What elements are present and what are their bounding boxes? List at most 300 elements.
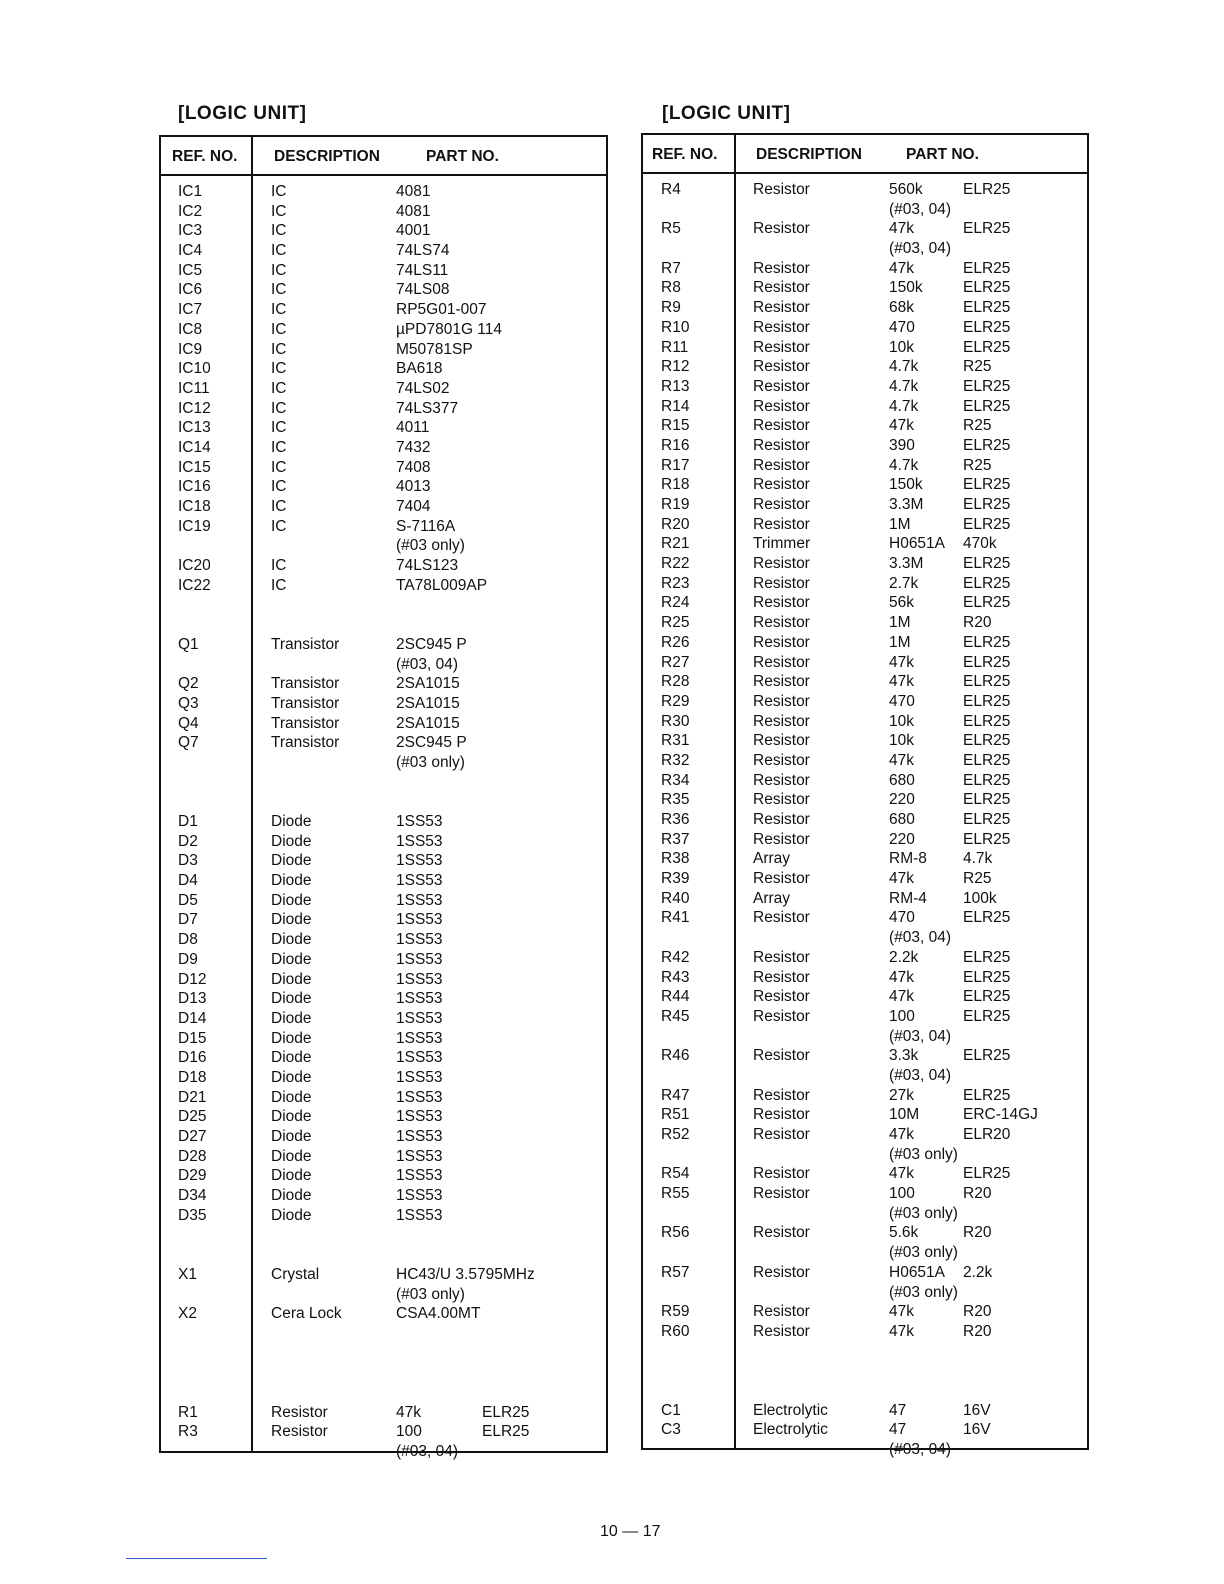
- description-cell: Resistor: [753, 653, 810, 671]
- ref-no-header: REF. NO.: [172, 148, 238, 165]
- part-value-cell: 680: [889, 771, 915, 789]
- part-value-cell: 1SS53: [396, 852, 443, 870]
- description-cell: Crystal: [271, 1265, 320, 1283]
- ref-no-cell: IC8: [178, 320, 203, 338]
- ref-no-cell: IC20: [178, 557, 211, 575]
- table-row: [643, 830, 1087, 850]
- description-cell: Resistor: [753, 692, 810, 710]
- description-cell: Diode: [271, 950, 312, 968]
- table-row: [161, 1304, 606, 1324]
- part-value-cell: 1SS53: [396, 950, 443, 968]
- ref-no-cell: R5: [661, 220, 681, 238]
- table-row: [643, 633, 1087, 653]
- table-row: [161, 1147, 606, 1167]
- table-row: [643, 377, 1087, 397]
- part-value-cell: 47k: [889, 1322, 914, 1340]
- part-value-cell: (#03, 04): [889, 200, 952, 218]
- ref-no-cell: D16: [178, 1049, 207, 1067]
- part-value-cell: (#03 only): [889, 1204, 958, 1222]
- part-value-cell: 1SS53: [396, 990, 443, 1008]
- table-row: [643, 1440, 1087, 1460]
- description-cell: Resistor: [753, 1263, 810, 1281]
- table-row: [643, 849, 1087, 869]
- part-value-cell: 1SS53: [396, 1088, 443, 1106]
- ref-no-cell: C3: [661, 1421, 681, 1439]
- ref-no-cell: D18: [178, 1068, 207, 1086]
- table-row: [643, 810, 1087, 830]
- part-value-cell: CSA4.00MT: [396, 1305, 481, 1323]
- description-cell: Resistor: [753, 1224, 810, 1242]
- part-value-cell: RM-4: [889, 889, 927, 907]
- table-row: [643, 593, 1087, 613]
- part-code-cell: ELR25: [963, 1086, 1011, 1104]
- part-code-cell: ELR25: [963, 555, 1011, 573]
- part-code-cell: ELR25: [963, 968, 1011, 986]
- ref-no-cell: IC14: [178, 438, 211, 456]
- part-value-cell: 4013: [396, 478, 431, 496]
- description-cell: IC: [271, 557, 287, 575]
- description-cell: Resistor: [753, 830, 810, 848]
- description-cell: Resistor: [753, 515, 810, 533]
- table-row: [161, 615, 606, 635]
- ref-no-cell: R26: [661, 633, 690, 651]
- part-code-cell: ELR25: [963, 830, 1011, 848]
- ref-no-cell: IC13: [178, 419, 211, 437]
- table-row: [161, 1442, 606, 1462]
- part-value-cell: 100: [889, 1007, 915, 1025]
- description-cell: Diode: [271, 990, 312, 1008]
- table-row: [643, 889, 1087, 909]
- description-cell: Cera Lock: [271, 1305, 342, 1323]
- ref-no-cell: D25: [178, 1108, 207, 1126]
- part-value-cell: (#03, 04): [396, 655, 459, 673]
- table-row: [643, 278, 1087, 298]
- ref-no-cell: R55: [661, 1185, 690, 1203]
- part-value-cell: S-7116A: [396, 517, 456, 535]
- ref-no-cell: D3: [178, 852, 198, 870]
- description-cell: Resistor: [753, 397, 810, 415]
- table-row: [643, 298, 1087, 318]
- ref-no-cell: R21: [661, 535, 690, 553]
- ref-no-cell: Q7: [178, 734, 199, 752]
- ref-no-cell: R52: [661, 1126, 690, 1143]
- part-code-cell: ELR25: [963, 1165, 1011, 1183]
- part-value-cell: 1SS53: [396, 1068, 443, 1086]
- right-section-title: [LOGIC UNIT]: [662, 103, 791, 124]
- table-row: [161, 655, 606, 675]
- description-cell: Resistor: [753, 436, 810, 454]
- table-row: [643, 436, 1087, 456]
- part-value-cell: RM-8: [889, 850, 927, 868]
- part-value-cell: 47k: [889, 988, 914, 1006]
- table-row: [161, 576, 606, 596]
- part-value-cell: 1SS53: [396, 1128, 443, 1145]
- description-cell: Diode: [271, 1009, 312, 1027]
- ref-no-cell: IC18: [178, 498, 211, 515]
- part-code-cell: R25: [963, 417, 992, 435]
- ref-no-cell: R1: [178, 1403, 198, 1421]
- part-code-cell: ELR25: [963, 397, 1011, 415]
- table-row: [161, 182, 606, 202]
- table-row: [161, 635, 606, 655]
- part-value-cell: 220: [889, 830, 915, 848]
- part-value-cell: 560k: [889, 181, 923, 198]
- part-code-cell: ELR25: [963, 732, 1011, 750]
- part-value-cell: 2.2k: [889, 948, 919, 966]
- table-row: [643, 495, 1087, 515]
- description-cell: Resistor: [753, 988, 810, 1006]
- part-value-cell: µPD7801G 114: [396, 320, 503, 338]
- table-row: [643, 534, 1087, 554]
- part-value-cell: (#03, 04): [396, 1443, 459, 1460]
- part-code-cell: ELR25: [482, 1403, 530, 1421]
- description-cell: Transistor: [271, 635, 340, 653]
- right-parts-table: [641, 133, 1089, 1458]
- part-value-cell: 2SA1015: [396, 675, 460, 693]
- ref-no-cell: R42: [661, 948, 690, 966]
- table-row: [643, 397, 1087, 417]
- part-value-cell: 47k: [889, 870, 914, 888]
- part-value-cell: 1SS53: [396, 813, 443, 830]
- part-value-cell: 1SS53: [396, 911, 443, 929]
- description-cell: Diode: [271, 1049, 312, 1067]
- part-value-cell: 47k: [889, 259, 914, 277]
- description-cell: IC: [271, 242, 287, 260]
- description-cell: Diode: [271, 1206, 312, 1224]
- description-cell: Diode: [271, 931, 312, 949]
- description-header: DESCRIPTION: [274, 148, 380, 165]
- ref-no-cell: R32: [661, 751, 690, 769]
- ref-no-cell: D15: [178, 1029, 207, 1047]
- part-value-cell: 1SS53: [396, 1108, 443, 1126]
- part-code-cell: ELR25: [963, 771, 1011, 789]
- ref-no-cell: R37: [661, 830, 690, 848]
- part-value-cell: TA78L009AP: [396, 576, 488, 594]
- table-row: [161, 1186, 606, 1206]
- part-code-cell: 16V: [963, 1421, 991, 1439]
- part-value-cell: 4081: [396, 183, 431, 200]
- description-cell: Resistor: [753, 594, 810, 612]
- table-row: [161, 910, 606, 930]
- part-code-cell: R25: [963, 870, 992, 888]
- table-row: [161, 832, 606, 852]
- description-cell: Resistor: [753, 299, 810, 317]
- table-row: [643, 554, 1087, 574]
- part-value-cell: HC43/U 3.5795MHz: [396, 1265, 535, 1283]
- table-row: [161, 340, 606, 360]
- part-code-cell: ELR25: [963, 259, 1011, 277]
- part-code-cell: ELR25: [963, 181, 1011, 198]
- table-row: [161, 1383, 606, 1403]
- table-row: [161, 812, 606, 832]
- ref-no-cell: D28: [178, 1147, 207, 1165]
- part-code-cell: ELR25: [963, 811, 1011, 828]
- table-row: [161, 1166, 606, 1186]
- ref-no-cell: R25: [661, 614, 690, 632]
- part-value-cell: 470: [889, 909, 915, 927]
- description-cell: IC: [271, 576, 287, 594]
- table-row: [643, 712, 1087, 732]
- table-row: [161, 359, 606, 379]
- description-cell: Resistor: [753, 968, 810, 986]
- part-value-cell: BA618: [396, 360, 443, 378]
- part-value-cell: 27k: [889, 1086, 914, 1104]
- part-value-cell: 5.6k: [889, 1224, 919, 1242]
- part-value-cell: 4.7k: [889, 358, 919, 376]
- part-code-cell: ELR25: [963, 220, 1011, 238]
- part-code-cell: ELR25: [963, 318, 1011, 336]
- right-table-rows: [643, 180, 1087, 1460]
- table-row: [161, 1403, 606, 1423]
- ref-no-cell: D29: [178, 1167, 207, 1185]
- table-row: [161, 1422, 606, 1442]
- part-value-cell: H0651A: [889, 1263, 946, 1281]
- part-value-cell: 470: [889, 318, 915, 336]
- table-row: [643, 751, 1087, 771]
- table-row: [643, 869, 1087, 889]
- ref-no-cell: R54: [661, 1165, 690, 1183]
- ref-no-cell: D21: [178, 1088, 207, 1106]
- table-row: [643, 1361, 1087, 1381]
- ref-no-cell: R10: [661, 318, 690, 336]
- table-row: [161, 792, 606, 812]
- ref-no-cell: D5: [178, 891, 198, 909]
- part-no-header: PART NO.: [906, 146, 979, 163]
- part-code-cell: ELR25: [963, 791, 1011, 809]
- table-row: [161, 1068, 606, 1088]
- part-value-cell: 47k: [889, 968, 914, 986]
- table-row: [161, 241, 606, 261]
- part-value-cell: 2.7k: [889, 574, 919, 592]
- part-value-cell: 390: [889, 436, 915, 454]
- description-cell: Resistor: [753, 456, 810, 474]
- part-code-cell: R20: [963, 614, 992, 632]
- description-cell: Diode: [271, 1128, 312, 1145]
- table-row: [161, 694, 606, 714]
- table-row: [161, 477, 606, 497]
- description-cell: Electrolytic: [753, 1421, 828, 1439]
- table-row: [161, 1225, 606, 1245]
- description-cell: IC: [271, 379, 287, 397]
- ref-no-cell: R7: [661, 259, 681, 277]
- part-code-cell: 470k: [963, 535, 997, 553]
- description-cell: Diode: [271, 1187, 312, 1205]
- part-code-cell: ERC-14GJ: [963, 1106, 1038, 1124]
- description-cell: Resistor: [753, 1126, 810, 1143]
- description-cell: Resistor: [271, 1403, 328, 1421]
- ref-no-cell: R3: [178, 1423, 198, 1441]
- table-row: [643, 1263, 1087, 1283]
- table-row: [643, 653, 1087, 673]
- table-row: [643, 416, 1087, 436]
- part-code-cell: ELR25: [963, 712, 1011, 730]
- part-value-cell: 2SA1015: [396, 694, 460, 712]
- table-row: [161, 497, 606, 517]
- part-value-cell: 3.3k: [889, 1047, 919, 1065]
- ref-no-cell: IC19: [178, 517, 211, 535]
- part-code-cell: ELR25: [963, 515, 1011, 533]
- ref-no-cell: D27: [178, 1128, 207, 1145]
- table-row: [643, 1027, 1087, 1047]
- ref-no-cell: R13: [661, 377, 690, 395]
- table-row: [161, 595, 606, 615]
- part-value-cell: (#03 only): [396, 753, 465, 771]
- part-code-cell: R20: [963, 1185, 992, 1203]
- table-row: [161, 674, 606, 694]
- part-value-cell: (#03 only): [889, 1283, 958, 1301]
- part-code-cell: 2.2k: [963, 1263, 993, 1281]
- ref-no-cell: IC1: [178, 183, 203, 200]
- ref-no-cell: IC3: [178, 222, 203, 240]
- description-cell: Resistor: [753, 476, 810, 494]
- description-cell: IC: [271, 301, 287, 319]
- table-row: [643, 771, 1087, 791]
- ref-no-cell: R60: [661, 1322, 690, 1340]
- description-cell: Resistor: [753, 673, 810, 691]
- part-code-cell: ELR25: [963, 692, 1011, 710]
- part-value-cell: 74LS08: [396, 281, 450, 299]
- table-row: [643, 731, 1087, 751]
- part-value-cell: (#03, 04): [889, 1027, 952, 1045]
- ref-no-cell: C1: [661, 1401, 681, 1419]
- description-cell: IC: [271, 222, 287, 240]
- ref-no-cell: R44: [661, 988, 690, 1006]
- table-row: [643, 200, 1087, 220]
- left-section-title: [LOGIC UNIT]: [178, 103, 307, 124]
- ref-no-cell: R51: [661, 1106, 690, 1124]
- part-code-cell: R20: [963, 1322, 992, 1340]
- description-cell: Diode: [271, 1147, 312, 1165]
- table-row: [161, 1048, 606, 1068]
- ref-no-cell: IC6: [178, 281, 203, 299]
- part-value-cell: 1SS53: [396, 1029, 443, 1047]
- description-cell: Diode: [271, 813, 312, 830]
- description-cell: Resistor: [753, 948, 810, 966]
- description-cell: Diode: [271, 852, 312, 870]
- ref-no-cell: R41: [661, 909, 690, 927]
- description-cell: Resistor: [271, 1423, 328, 1441]
- part-value-cell: 47k: [889, 653, 914, 671]
- part-value-cell: 47k: [889, 1126, 914, 1143]
- part-value-cell: 220: [889, 791, 915, 809]
- table-row: [161, 438, 606, 458]
- table-row: [643, 1401, 1087, 1421]
- part-value-cell: 7432: [396, 438, 431, 456]
- ref-no-cell: R39: [661, 870, 690, 888]
- description-cell: Resistor: [753, 811, 810, 828]
- ref-no-cell: R16: [661, 436, 690, 454]
- description-cell: Array: [753, 850, 791, 868]
- description-cell: Transistor: [271, 675, 340, 693]
- part-value-cell: 47: [889, 1421, 907, 1439]
- table-row: [643, 928, 1087, 948]
- ref-no-cell: R31: [661, 732, 690, 750]
- description-cell: Resistor: [753, 574, 810, 592]
- ref-no-cell: R34: [661, 771, 690, 789]
- description-cell: Resistor: [753, 181, 810, 198]
- table-row: [161, 556, 606, 576]
- part-value-cell: 68k: [889, 299, 914, 317]
- part-code-cell: 100k: [963, 889, 997, 907]
- description-cell: Diode: [271, 1108, 312, 1126]
- table-row: [161, 1265, 606, 1285]
- part-value-cell: 74LS11: [396, 261, 449, 279]
- description-cell: Resistor: [753, 496, 810, 513]
- description-cell: Resistor: [753, 771, 810, 789]
- ref-no-cell: IC10: [178, 360, 211, 378]
- part-value-cell: 74LS02: [396, 379, 450, 397]
- ref-no-cell: R12: [661, 358, 690, 376]
- ref-no-cell: R43: [661, 968, 690, 986]
- description-cell: Resistor: [753, 751, 810, 769]
- table-row: [643, 1086, 1087, 1106]
- description-cell: Resistor: [753, 1303, 810, 1321]
- description-cell: Resistor: [753, 318, 810, 336]
- part-value-cell: 100: [396, 1423, 422, 1441]
- table-row: [643, 1105, 1087, 1125]
- table-row: [643, 318, 1087, 338]
- description-header: DESCRIPTION: [756, 146, 862, 163]
- description-cell: Resistor: [753, 1047, 810, 1065]
- table-row: [161, 1029, 606, 1049]
- part-value-cell: 4081: [396, 202, 431, 220]
- table-row: [643, 515, 1087, 535]
- table-row: [643, 574, 1087, 594]
- part-value-cell: 1SS53: [396, 1009, 443, 1027]
- description-cell: Resistor: [753, 614, 810, 632]
- description-cell: Resistor: [753, 1322, 810, 1340]
- ref-no-cell: D7: [178, 911, 198, 929]
- part-value-cell: 7408: [396, 458, 431, 476]
- table-row: [161, 1344, 606, 1364]
- part-code-cell: ELR25: [963, 988, 1011, 1006]
- description-cell: Resistor: [753, 279, 810, 297]
- part-code-cell: ELR25: [963, 496, 1011, 513]
- ref-no-cell: Q3: [178, 694, 199, 712]
- part-code-cell: ELR25: [963, 1007, 1011, 1025]
- description-cell: Resistor: [753, 259, 810, 277]
- ref-no-cell: D35: [178, 1206, 207, 1224]
- part-code-cell: ELR25: [963, 299, 1011, 317]
- part-value-cell: RP5G01-007: [396, 301, 487, 319]
- part-value-cell: 47k: [889, 673, 914, 691]
- description-cell: Array: [753, 889, 791, 907]
- part-code-cell: ELR25: [963, 673, 1011, 691]
- part-value-cell: 47k: [889, 1303, 914, 1321]
- part-code-cell: ELR20: [963, 1126, 1011, 1143]
- description-cell: IC: [271, 517, 287, 535]
- description-cell: IC: [271, 261, 287, 279]
- table-row: [161, 753, 606, 773]
- table-row: [643, 1243, 1087, 1263]
- description-cell: Resistor: [753, 220, 810, 238]
- table-row: [643, 1145, 1087, 1165]
- table-row: [643, 475, 1087, 495]
- part-code-cell: 16V: [963, 1401, 991, 1419]
- ref-no-cell: R4: [661, 181, 681, 198]
- ref-no-cell: D14: [178, 1009, 207, 1027]
- part-value-cell: 74LS377: [396, 399, 459, 417]
- description-cell: Resistor: [753, 791, 810, 809]
- part-code-cell: 4.7k: [963, 850, 993, 868]
- ref-no-cell: IC12: [178, 399, 211, 417]
- table-row: [643, 1322, 1087, 1342]
- part-value-cell: (#03, 04): [889, 240, 952, 258]
- part-value-cell: (#03 only): [889, 1145, 958, 1163]
- page-number: 10 — 17: [600, 1523, 661, 1540]
- part-value-cell: (#03, 04): [889, 929, 952, 947]
- table-row: [161, 1285, 606, 1305]
